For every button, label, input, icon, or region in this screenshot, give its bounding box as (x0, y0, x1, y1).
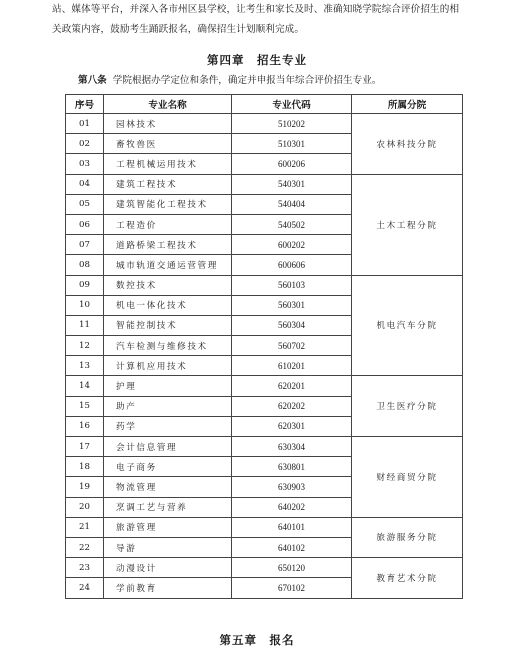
major-name: 导游 (104, 537, 232, 557)
department-name: 旅游服务分院 (352, 517, 463, 557)
major-name: 旅游管理 (104, 517, 232, 537)
major-name: 计算机应用技术 (104, 356, 232, 376)
major-name: 园林技术 (104, 114, 232, 134)
table-row (66, 376, 463, 396)
table-row (66, 558, 463, 578)
major-code: 640101 (232, 517, 352, 537)
major-code: 560304 (232, 315, 352, 335)
row-number: 09 (66, 275, 104, 295)
article-8 (78, 72, 381, 86)
row-number: 07 (66, 235, 104, 255)
major-code: 640202 (232, 497, 352, 517)
intro-line-2: 关政策内容，鼓励考生踊跃报名，确保招生计划顺利完成。 (52, 24, 305, 35)
major-code: 670102 (232, 578, 352, 598)
major-code: 610201 (232, 356, 352, 376)
row-number: 20 (66, 497, 104, 517)
major-code: 630304 (232, 437, 352, 457)
major-code: 600206 (232, 154, 352, 174)
row-number: 17 (66, 437, 104, 457)
table-body (66, 114, 463, 599)
row-number: 15 (66, 396, 104, 416)
department-name: 卫生医疗分院 (352, 376, 463, 437)
row-number: 02 (66, 134, 104, 154)
major-name: 物流管理 (104, 477, 232, 497)
article-8-label: 第八条 (78, 75, 107, 86)
row-number: 04 (66, 174, 104, 194)
row-number: 24 (66, 578, 104, 598)
header-no: 序号 (66, 95, 104, 114)
major-name: 道路桥梁工程技术 (104, 235, 232, 255)
row-number: 13 (66, 356, 104, 376)
table-row (66, 437, 463, 457)
table-row (66, 114, 463, 134)
header-department: 所属分院 (352, 95, 463, 114)
major-name: 烹调工艺与营养 (104, 497, 232, 517)
row-number: 01 (66, 114, 104, 134)
major-name: 机电一体化技术 (104, 295, 232, 315)
major-code: 620201 (232, 376, 352, 396)
major-name: 汽车检测与维修技术 (104, 336, 232, 356)
row-number: 05 (66, 194, 104, 214)
major-code: 510202 (232, 114, 352, 134)
article-8-text: 学院根据办学定位和条件，确定并申报当年综合评价招生专业。 (112, 75, 382, 86)
chapter-5-title: 第五章 报名 (219, 633, 295, 647)
row-number: 08 (66, 255, 104, 275)
major-code: 640102 (232, 537, 352, 557)
table-row (66, 275, 463, 295)
department-name: 机电汽车分院 (352, 275, 463, 376)
row-number: 22 (66, 537, 104, 557)
department-name: 土木工程分院 (352, 174, 463, 275)
major-name: 智能控制技术 (104, 315, 232, 335)
major-code: 560301 (232, 295, 352, 315)
major-name: 动漫设计 (104, 558, 232, 578)
table-header-row (66, 95, 463, 114)
major-name: 护理 (104, 376, 232, 396)
major-name: 建筑智能化工程技术 (104, 194, 232, 214)
major-name: 城市轨道交通运营管理 (104, 255, 232, 275)
major-code: 510301 (232, 134, 352, 154)
row-number: 12 (66, 336, 104, 356)
department-name: 农林科技分院 (352, 114, 463, 175)
row-number: 23 (66, 558, 104, 578)
major-code: 630801 (232, 457, 352, 477)
row-number: 06 (66, 214, 104, 234)
row-number: 19 (66, 477, 104, 497)
major-code: 600606 (232, 255, 352, 275)
major-code: 540301 (232, 174, 352, 194)
row-number: 18 (66, 457, 104, 477)
major-name: 助产 (104, 396, 232, 416)
major-name: 药学 (104, 416, 232, 436)
intro-paragraph (52, 0, 472, 40)
major-name: 工程机械运用技术 (104, 154, 232, 174)
majors-table (65, 94, 463, 599)
major-name: 建筑工程技术 (104, 174, 232, 194)
header-major-code: 专业代码 (232, 95, 352, 114)
major-code: 630903 (232, 477, 352, 497)
major-code: 620202 (232, 396, 352, 416)
header-major-name: 专业名称 (104, 95, 232, 114)
row-number: 16 (66, 416, 104, 436)
row-number: 10 (66, 295, 104, 315)
table-row (66, 517, 463, 537)
row-number: 11 (66, 315, 104, 335)
table-row (66, 174, 463, 194)
chapter-4-title: 第四章 招生专业 (207, 53, 307, 67)
major-name: 电子商务 (104, 457, 232, 477)
major-code: 560702 (232, 336, 352, 356)
department-name: 教育艺术分院 (352, 558, 463, 598)
major-code: 540404 (232, 194, 352, 214)
department-name: 财经商贸分院 (352, 437, 463, 518)
major-code: 540502 (232, 214, 352, 234)
row-number: 14 (66, 376, 104, 396)
major-code: 650120 (232, 558, 352, 578)
major-code: 560103 (232, 275, 352, 295)
row-number: 21 (66, 517, 104, 537)
major-name: 数控技术 (104, 275, 232, 295)
major-name: 会计信息管理 (104, 437, 232, 457)
major-name: 畜牧兽医 (104, 134, 232, 154)
row-number: 03 (66, 154, 104, 174)
major-code: 600202 (232, 235, 352, 255)
major-name: 工程造价 (104, 214, 232, 234)
major-name: 学前教育 (104, 578, 232, 598)
major-code: 620301 (232, 416, 352, 436)
intro-line-1: 站、媒体等平台，并深入各市州区县学校，让考生和家长及时、准确知晓学院综合评价招生的相 (52, 4, 460, 15)
